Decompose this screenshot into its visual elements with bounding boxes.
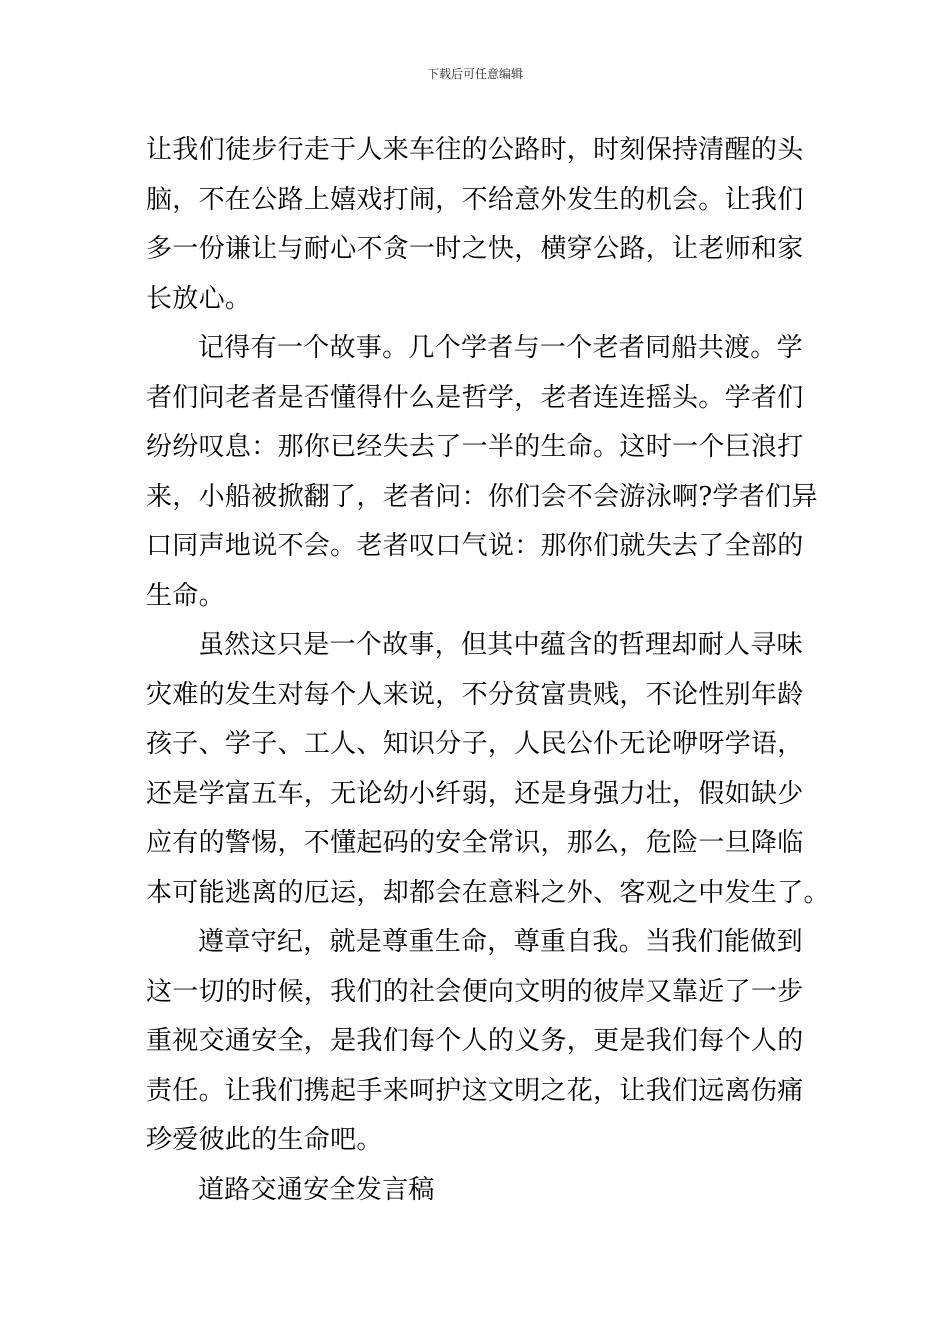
text-line: 多一份谦让与耐心不贪一时之快，横穿公路，让老师和家 xyxy=(146,234,804,264)
document-subtitle: 道路交通安全发言稿 xyxy=(198,1174,435,1205)
page-header: 下载后可任意编辑 xyxy=(426,67,523,81)
text-line: 让我们徒步行走于人来车往的公路时，时刻保持清醒的头 xyxy=(146,135,804,165)
text-line: 还是学富五车，无论幼小纤弱，还是身强力壮，假如缺少 xyxy=(146,778,804,809)
text-line: 来，小船被掀翻了，老者问：你们会不会游泳啊?学者们异 xyxy=(146,481,818,512)
text-line: 应有的警惕，不懂起码的安全常识，那么，危险一旦降临 xyxy=(146,828,804,858)
text-line: 口同声地说不会。老者叹口气说：那你们就失去了全部的 xyxy=(146,531,804,561)
text-line: 生命。 xyxy=(146,580,225,611)
text-line: 重视交通安全，是我们每个人的义务，更是我们每个人的 xyxy=(146,1026,804,1056)
text-line: 长放心。 xyxy=(146,283,252,314)
text-line: 灾难的发生对每个人来说，不分贫富贵贱，不论性别年龄 xyxy=(146,679,804,710)
text-line: 孩子、学子、工人、知识分子，人民公仆无论咿呀学语， xyxy=(146,729,804,759)
text-line: 记得有一个故事。几个学者与一个老者同船共渡。学 xyxy=(198,333,803,363)
text-line: 本可能逃离的厄运，却都会在意料之外、客观之中发生了。 xyxy=(146,877,830,908)
text-line: 遵章守纪，就是尊重生命，尊重自我。当我们能做到 xyxy=(198,927,803,957)
text-line: 纷纷叹息：那你已经失去了一半的生命。这时一个巨浪打 xyxy=(146,432,804,462)
text-line: 这一切的时候，我们的社会便向文明的彼岸又靠近了一步 xyxy=(146,976,804,1007)
text-line: 脑，不在公路上嬉戏打闹，不给意外发生的机会。让我们 xyxy=(146,184,804,215)
document-body xyxy=(146,126,830,1215)
text-line: 者们问老者是否懂得什么是哲学，老者连连摇头。学者们 xyxy=(146,382,804,413)
text-line: 虽然这只是一个故事，但其中蕴含的哲理却耐人寻味 xyxy=(198,630,803,660)
text-line: 责任。让我们携起手来呵护这文明之花，让我们远离伤痛 xyxy=(146,1075,804,1106)
text-line: 珍爱彼此的生命吧。 xyxy=(146,1125,383,1155)
